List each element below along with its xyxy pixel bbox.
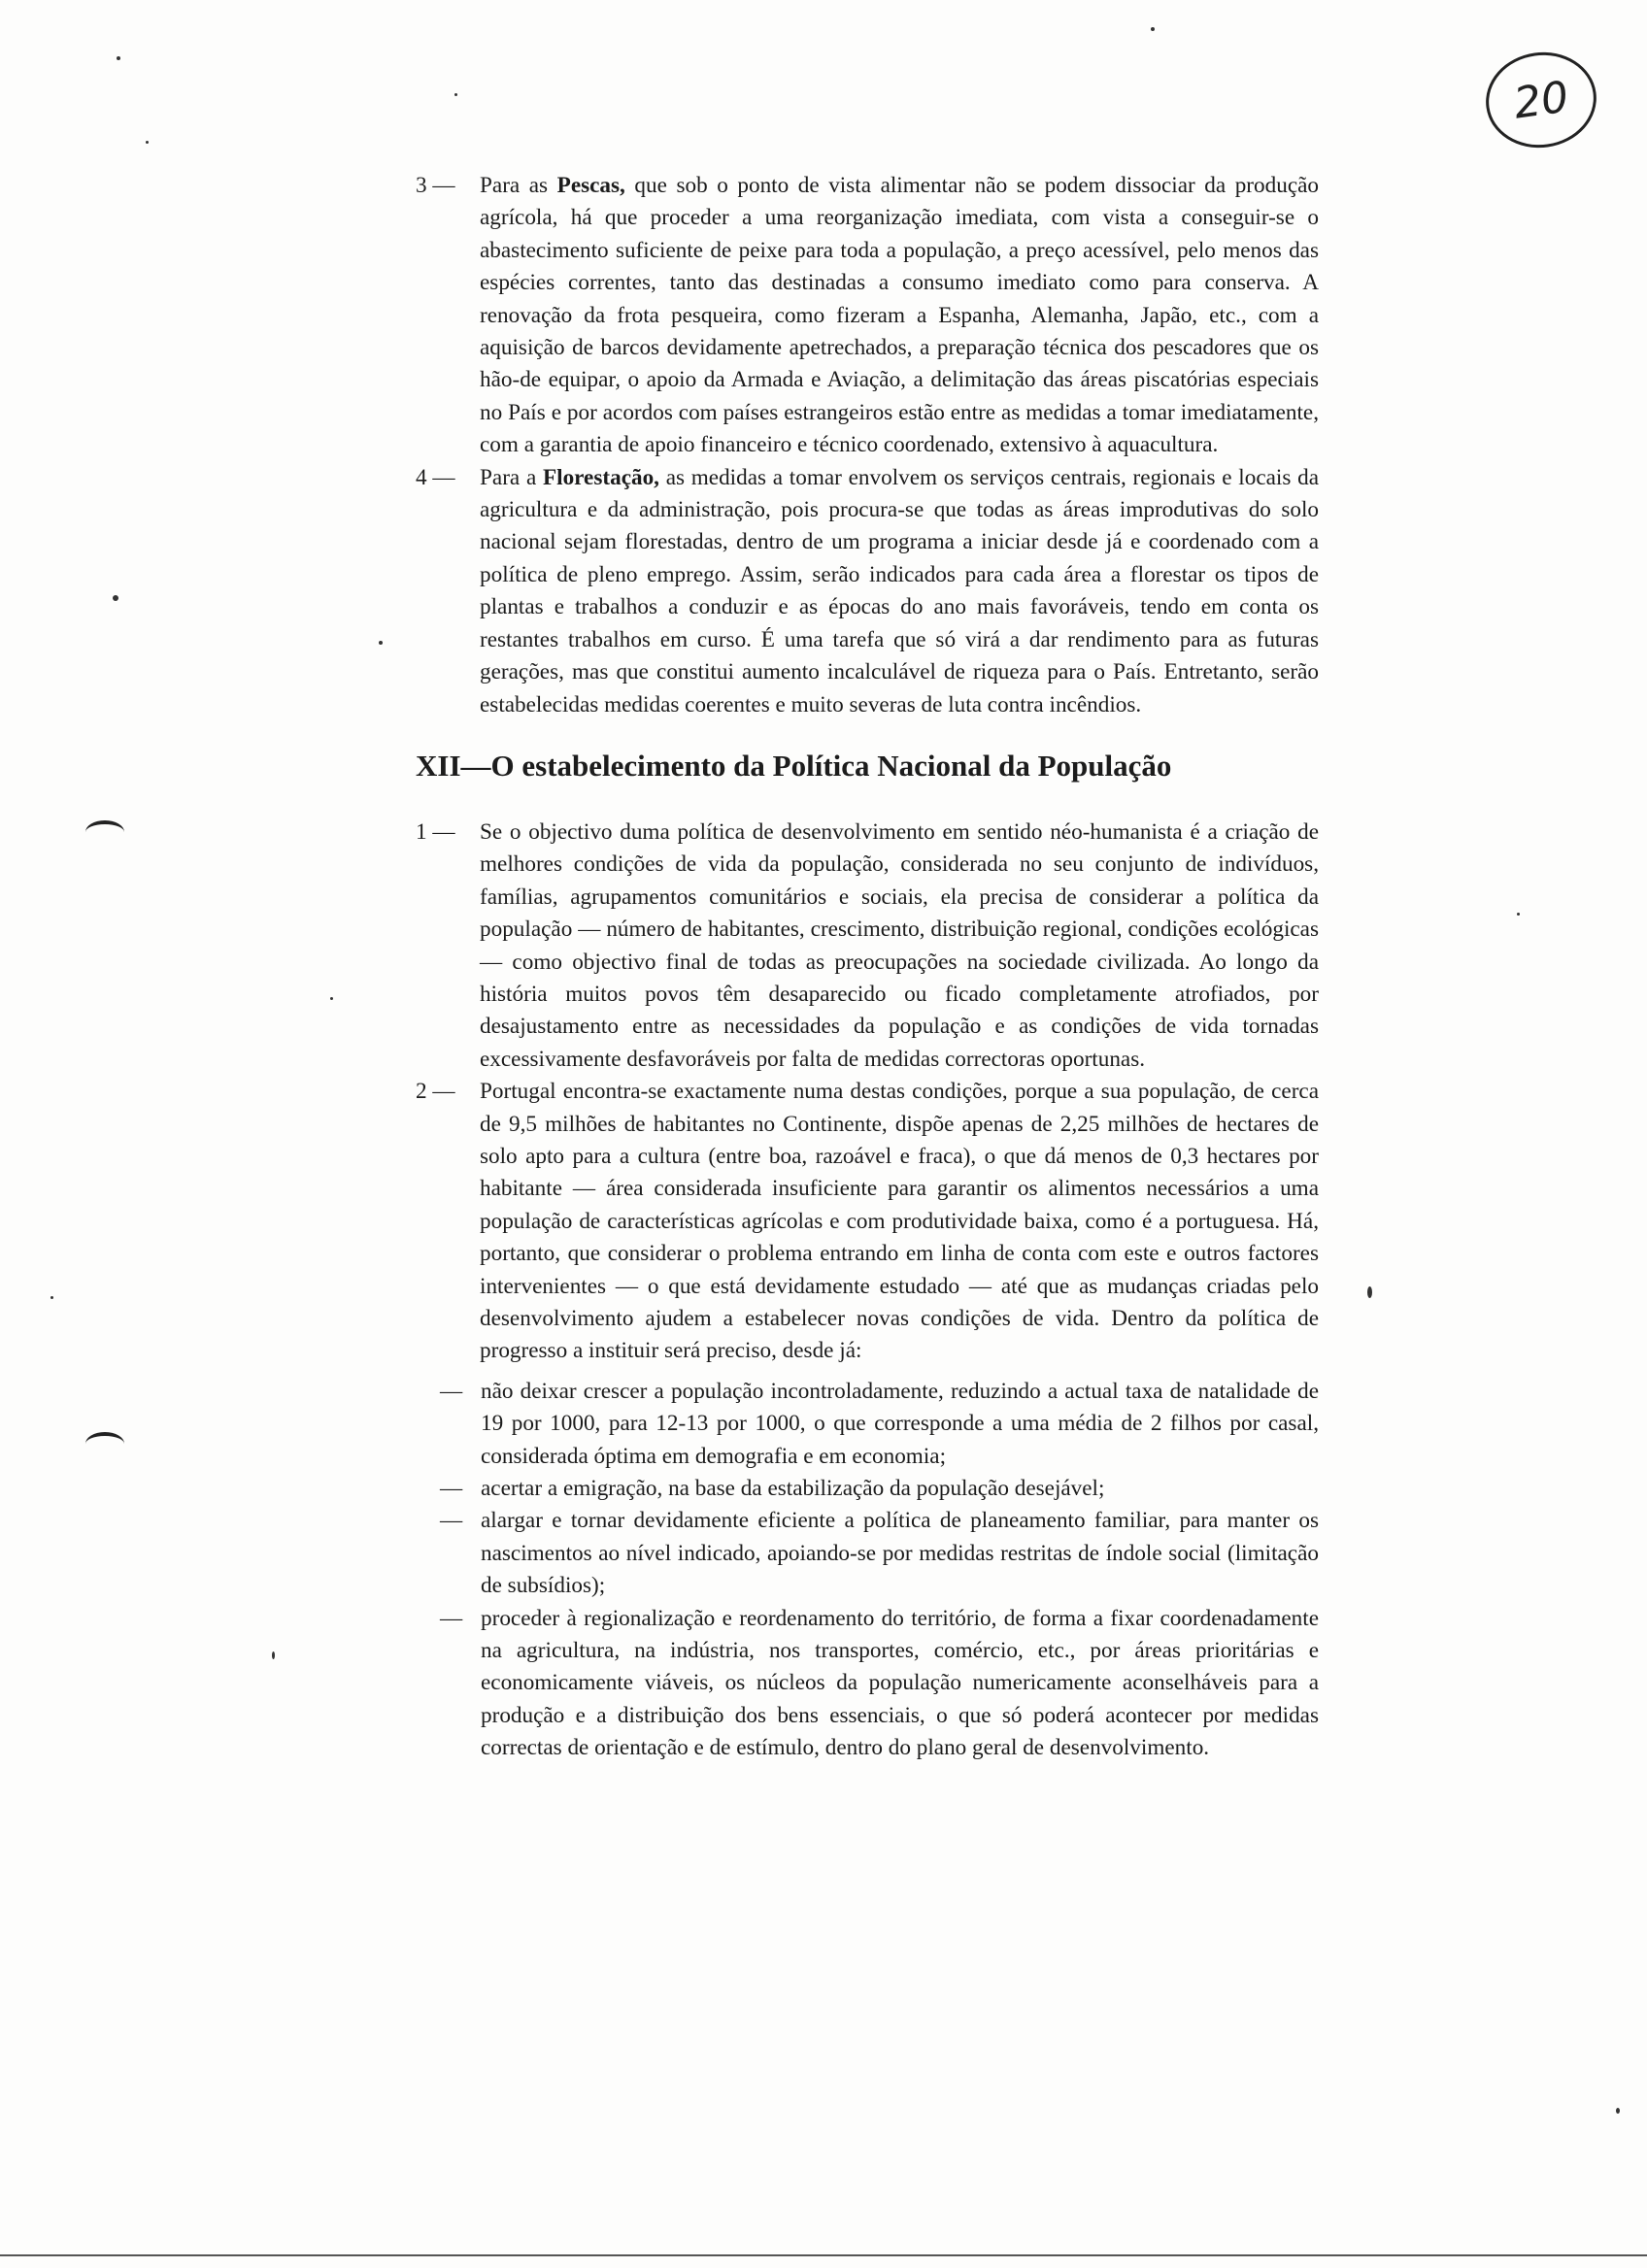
- scan-speck: [50, 1296, 53, 1299]
- page-number-circle: [1480, 46, 1603, 155]
- bullet-text: acertar a emigração, na base da estabilização da população desejável;: [481, 1476, 1105, 1502]
- list-item: [440, 1473, 1319, 1505]
- scan-speck: [1367, 1286, 1372, 1298]
- scan-speck: [1151, 27, 1155, 31]
- bullet-dash: —: [440, 1378, 463, 1404]
- paragraph-item-3: [416, 170, 1319, 462]
- scan-speck: [146, 141, 149, 144]
- paragraph-item-2: [416, 1076, 1319, 1368]
- item-text-lead: Para as: [480, 173, 557, 198]
- item-number: 2 —: [416, 1079, 455, 1105]
- margin-mark: [85, 1432, 124, 1455]
- item-keyword: Florestação,: [542, 464, 659, 490]
- bullet-dash: —: [440, 1508, 463, 1534]
- bullet-list: [416, 1376, 1319, 1765]
- bullet-text: alargar e tornar devidamente eficiente a política de planeamento familiar, para manter os nascimentos ao nível indicado, apoiando-se por medidas restritas de índole social (limitação de subsídios);: [481, 1508, 1319, 1599]
- item-keyword: Pescas,: [556, 173, 625, 198]
- list-item: [440, 1505, 1319, 1602]
- section-title: XII—O estabelecimento da Política Nacional da População: [416, 748, 1172, 783]
- item-text-body: que sob o ponto de vista alimentar não se podem dissociar da produção agrícola, há que proceder a uma reorganização imediata, com vista a conseguir-se o abastecimento suficiente de peixe para toda a população, a preço acessível, pelo menos das espécies correntes, tanto das destinadas a consumo imediato como para conserva. A renovação da frota pesqueira, como fizeram a Espanha, Alemanha, Japão, etc., com a aquisição de barcos devidamente apetrechados, a preparação técnica dos pescadores que os hão-de equipar, o apoio da Armada e Aviação, a delimitação das áreas piscatórias especiais no País e por acordos com países estrangeiros estão entre as medidas a tomar imediatamente, com a garantia de apoio financeiro e técnico coordenado, extensivo à aquacultura.: [480, 173, 1319, 458]
- scan-speck: [272, 1651, 275, 1659]
- margin-mark: [85, 820, 124, 844]
- list-item: [440, 1376, 1319, 1473]
- scan-speck: [1616, 2108, 1620, 2114]
- item-text-lead: Para a: [480, 464, 543, 490]
- scan-speck: [379, 641, 383, 645]
- bullet-dash: —: [440, 1605, 463, 1631]
- list-item: [440, 1603, 1319, 1765]
- scan-speck: [330, 997, 333, 1000]
- document-body: [416, 170, 1319, 1765]
- item-text: Se o objectivo duma política de desenvolvimento em sentido néo-humanista é a criação de melhores condições de vida da população, considerada no seu conjunto de indivíduos, famílias, agrupamentos comunitários e sociais, ela precisa de considerar a política da população — número de habitantes, crescimento, distribuição regional, condições ecológicas — como objectivo final de todas as preocupações na sociedade civilizada. Ao longo da história muitos povos têm desaparecido ou ficado completamente atrofiados, por desajustamento entre as necessidades da população e as condições de vida tornadas excessivamente desfavoráveis por falta de medidas correctoras oportunas.: [480, 818, 1319, 1072]
- item-number: 4 —: [416, 464, 455, 490]
- item-number: 3 —: [416, 173, 455, 198]
- item-text: Portugal encontra-se exactamente numa destas condições, porque a sua população, de cerca de 9,5 milhões de habitantes no Continente, dispõe apenas de 2,25 milhões de hectares de solo apto para a cultura (entre boa, razoável e fraca), o que dá menos de 0,3 hectares por habitante — área considerada insuficiente para garantir os alimentos necessários a uma população de características agrícolas e com produtividade baixa, como é a portuguesa. Há, portanto, que considerar o problema entrando em linha de conta com este e outros factores intervenientes — o que está devidamente estudado — até que as mudanças criadas pelo desenvolvimento ajudem a estabelecer novas condições de vida. Dentro da política de progresso a instituir será preciso, desde já:: [480, 1079, 1319, 1364]
- scan-speck: [1517, 913, 1520, 916]
- scan-speck: [113, 595, 118, 601]
- bullet-dash: —: [440, 1476, 463, 1502]
- scan-edge-line: [0, 2254, 1647, 2256]
- item-text-body: as medidas a tomar envolvem os serviços centrais, regionais e locais da agricultura e da administração, pois procura-se que todas as áreas improdutivas do solo nacional sejam florestadas, dentro de um programa a iniciar desde já e coordenado com a política de pleno emprego. Assim, serão indicados para cada área a florestar os tipos de plantas e trabalhos a conduzir e as épocas do ano mais favoráveis, tendo em conta os restantes trabalhos em curso. É uma tarefa que só virá a dar rendimento para as futuras gerações, mas que constitui aumento incalculável de riqueza para o País. Entretanto, serão estabelecidas medidas coerentes e muito severas de luta contra incêndios.: [480, 464, 1320, 717]
- scan-speck: [454, 93, 457, 96]
- bullet-text: não deixar crescer a população incontroladamente, reduzindo a actual taxa de natalidade de 19 por 1000, para 12-13 por 1000, o que corresponde a uma média de 2 filhos por casal, considerada óptima em demografia e em economia;: [481, 1378, 1319, 1469]
- bullet-text: proceder à regionalização e reordenamento do território, de forma a fixar coordenadamente na agricultura, na indústria, nos transportes, comércio, etc., por áreas prioritárias e economicamente viáveis, os núcleos da população numericamente aconselháveis para a produção e a distribuição dos bens essenciais, o que só poderá acontecer por medidas correctas de orientação e de estímulo, dentro do plano geral de desenvolvimento.: [481, 1605, 1319, 1761]
- paragraph-item-4: [416, 462, 1319, 721]
- page-number: 20: [1510, 71, 1572, 129]
- scan-speck: [117, 56, 120, 60]
- paragraph-item-1: [416, 817, 1319, 1076]
- item-number: 1 —: [416, 818, 455, 845]
